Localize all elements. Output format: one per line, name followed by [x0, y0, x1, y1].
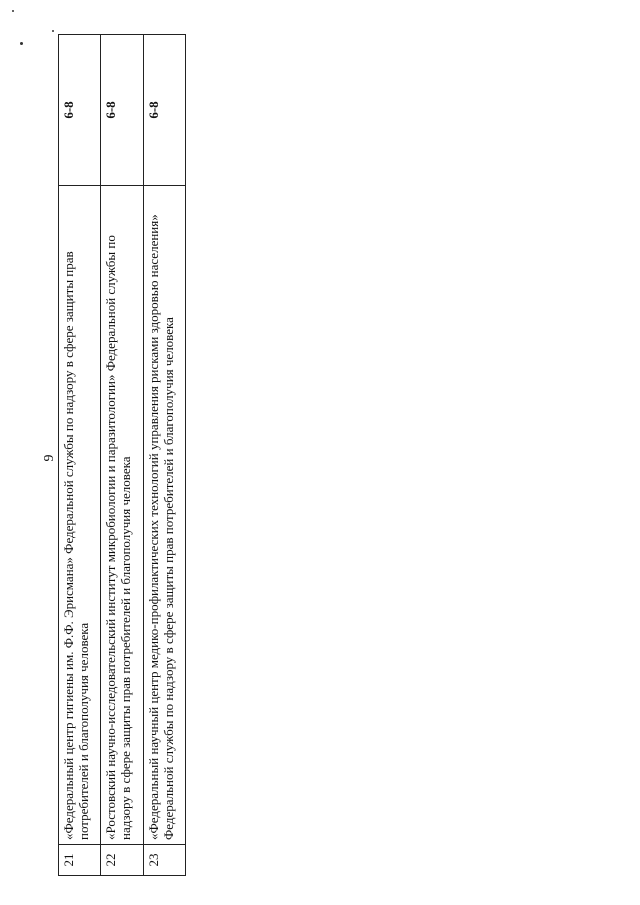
institutions-table: [58, 34, 186, 876]
scan-speck: [52, 30, 54, 32]
row-value: 6-8: [59, 35, 101, 186]
row-value: 6-8: [143, 35, 185, 186]
page-number: 9: [42, 454, 57, 462]
row-number: 22: [101, 845, 143, 876]
institution-name: «Федеральный научный центр медико-профилактических технологий управления рисками здоровью населения» Федеральной службы по надзору в сфере защиты прав потребителей и благополучия человека: [143, 186, 185, 845]
row-number: 21: [59, 845, 101, 876]
scan-speck: [12, 10, 14, 12]
institution-name: «Ростовский научно-исследовательский институт микробиологии и паразитологии» Федеральной службы по надзору в сфере защиты прав потребителей и благополучия человека: [101, 186, 143, 845]
scan-speck: [20, 42, 23, 45]
table-row: [59, 35, 101, 876]
table-row: [143, 35, 185, 876]
row-number: 23: [143, 845, 185, 876]
rotated-table-inner: [58, 34, 186, 876]
row-value: 6-8: [101, 35, 143, 186]
rotated-table-wrapper: [58, 34, 186, 876]
institution-name: «Федеральный центр гигиены им. Ф.Ф. Эрисмана» Федеральной службы по надзору в сфере защиты прав потребителей и благополучия человека: [59, 186, 101, 845]
table-row: [101, 35, 143, 876]
